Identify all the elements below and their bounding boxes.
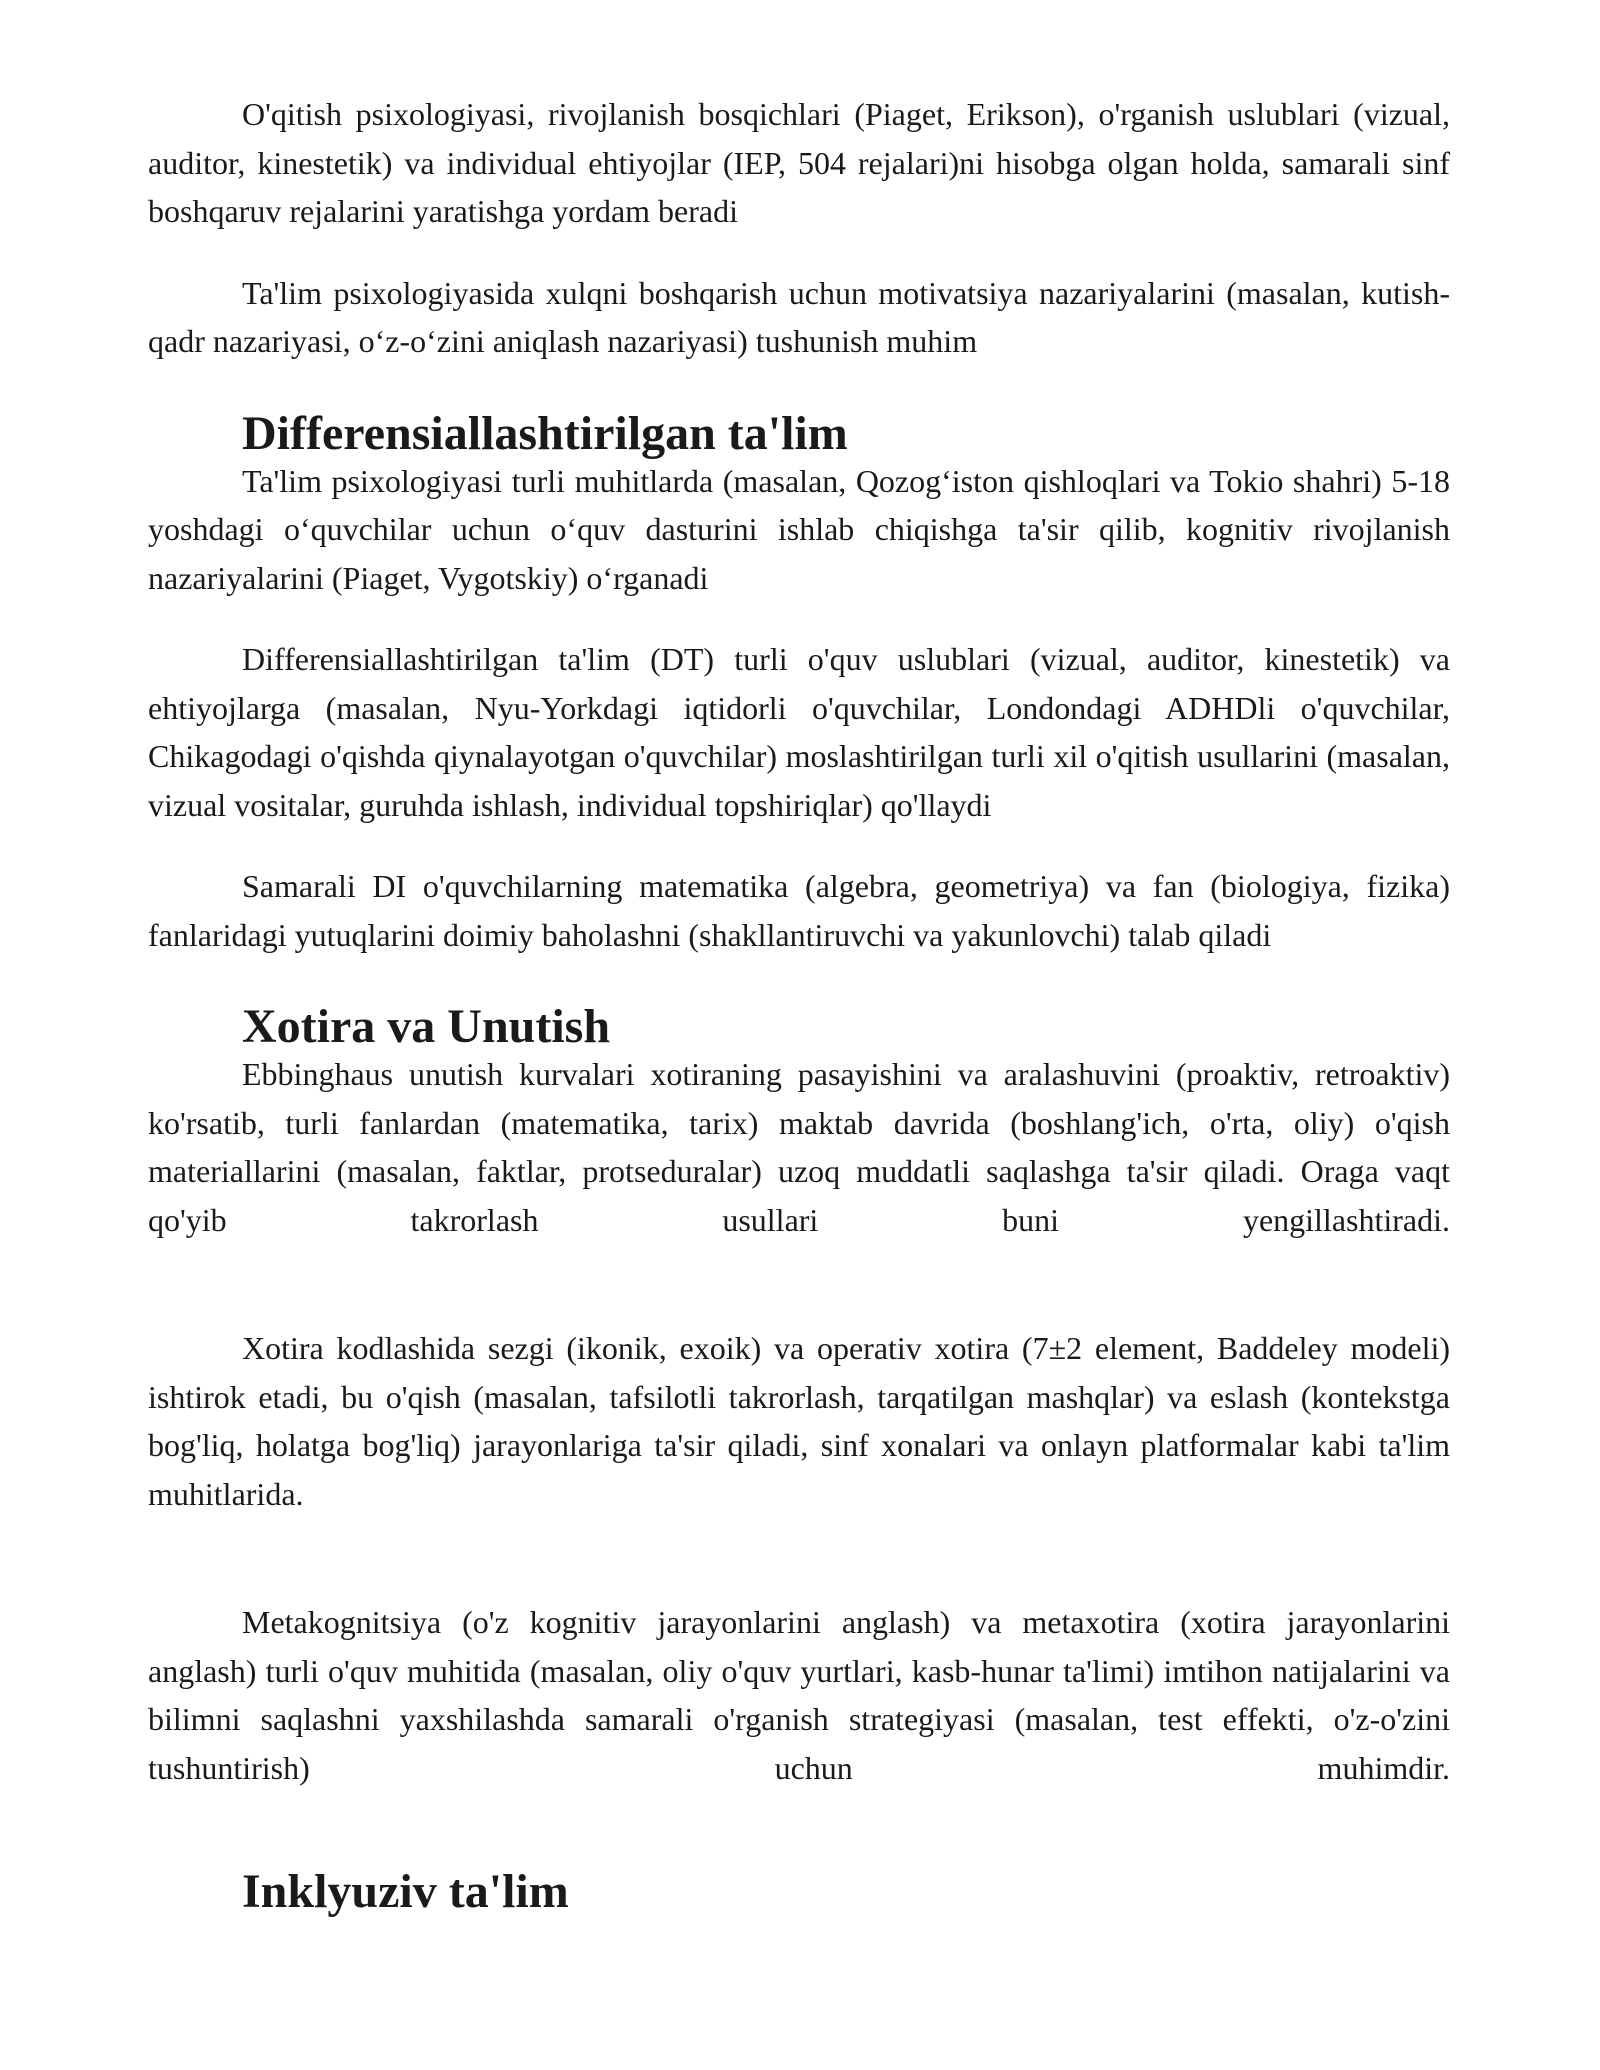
heading-inklyuziv: Inklyuziv ta'lim — [242, 1865, 569, 1918]
paragraph-intro-2: Ta'lim psixologiyasida xulqni boshqarish uchun motivatsiya nazariyalarini (masalan, kutish-qadr nazariyasi, o‘z-o‘zini aniqlash nazariyasi) tushunish muhim — [148, 274, 1450, 359]
paragraph-differensial-1: Ta'lim psixologiyasi turli muhitlarda (masalan, Qozog‘iston qishloqlari va Tokio shahri) 5-18 yoshdagi o‘quvchilar uchun o‘quv dasturini ishlab chiqishga ta'sir qilib, kognitiv rivojlanish nazariyalarini (Piaget, Vygotskiy) o‘rganadi — [148, 462, 1450, 596]
paragraph-intro-1: O'qitish psixologiyasi, rivojlanish bosqichlari (Piaget, Erikson), o'rganish uslublari (vizual, auditor, kinestetik) va individual ehtiyojlar (IEP, 504 rejalari)ni hisobga olgan holda, samarali sinf boshqaruv rejalarini yaratishga yordam beradi — [148, 96, 1450, 229]
paragraph-xotira-2: Xotira kodlashida sezgi (ikonik, exoik) va operativ xotira (7±2 element, Baddeley modeli) ishtirok etadi, bu o'qish (masalan, tafsilotli takrorlash, tarqatilgan mashqlar) va eslash (kontekstga bog'liq, holatga bog'liq) jarayonlariga ta'sir qiladi, sinf xonalari va onlayn platformalar kabi ta'lim muhitlarida. — [148, 1330, 1450, 1512]
heading-xotira: Xotira va Unutish — [242, 1000, 611, 1053]
paragraph-xotira-3: Metakognitsiya (o'z kognitiv jarayonlarini anglash) va metaxotira (xotira jarayonlarini anglash) turli o'quv muhitida (masalan, oliy o'quv yurtlari, kasb-hunar ta'limi) imtihon natijalarini va bilimni saqlashni yaxshilashda samarali o'rganish strategiyasi (masalan, test effekti, o'z-o'zini tushuntirish) uchun muhimdir. — [148, 1604, 1450, 1786]
document-page — [148, 90, 1450, 1918]
paragraph-differensial-2: Differensiallashtirilgan ta'lim (DT) turli o'quv uslublari (vizual, auditor, kinestetik) va ehtiyojlarga (masalan, Nyu-Yorkdagi iqtidorli o'quvchilar, Londondagi ADHDli o'quvchilar, Chikagodagi o'qishda qiynalayotgan o'quvchilar) moslashtirilgan turli xil o'qitish usullarini (masalan, vizual vositalar, guruhda ishlash, individual topshiriqlar) qo'llaydi — [148, 641, 1450, 823]
heading-differensial: Differensiallashtirilgan ta'lim — [242, 406, 848, 460]
paragraph-differensial-3: Samarali DI o'quvchilarning matematika (algebra, geometriya) va fan (biologiya, fizika) fanlaridagi yutuqlarini doimiy baholashni (shakllantiruvchi va yakunlovchi) talab qiladi — [148, 868, 1450, 953]
paragraph-xotira-1: Ebbinghaus unutish kurvalari xotiraning pasayishini va aralashuvini (proaktiv, retroaktiv) ko'rsatib, turli fanlardan (matematika, tarix) maktab davrida (boshlang'ich, o'rta, oliy) o'qish materiallarini (masalan, faktlar, protseduralar) uzoq muddatli saqlashga ta'sir qiladi. Oraga vaqt qo'yib takrorlash usullari buni yengillashtiradi. — [148, 1056, 1450, 1238]
